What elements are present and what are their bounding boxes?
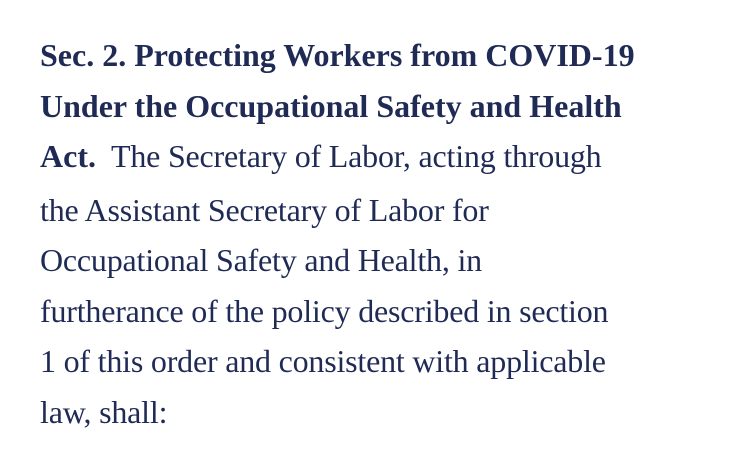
section-heading-line-1: Sec. 2. Protecting Workers from COVID-19 [40, 37, 635, 73]
body-text-line-7: 1 of this order and consistent with applicable [40, 343, 606, 379]
body-text-line-4: the Assistant Secretary of Labor for [40, 191, 489, 228]
document-section [40, 30, 730, 437]
section-heading-line-2: Under the Occupational Safety and Health [40, 87, 622, 124]
section-heading-line-3: Act. [40, 138, 96, 174]
body-text-line-6: furtherance of the policy described in section [40, 292, 609, 329]
body-text-line-8: law, shall: [40, 393, 168, 430]
body-text-line-5: Occupational Safety and Health, in [40, 242, 482, 278]
section-line-3 [40, 131, 730, 185]
body-text-line-3: The Secretary of Labor, acting through [95, 138, 602, 174]
